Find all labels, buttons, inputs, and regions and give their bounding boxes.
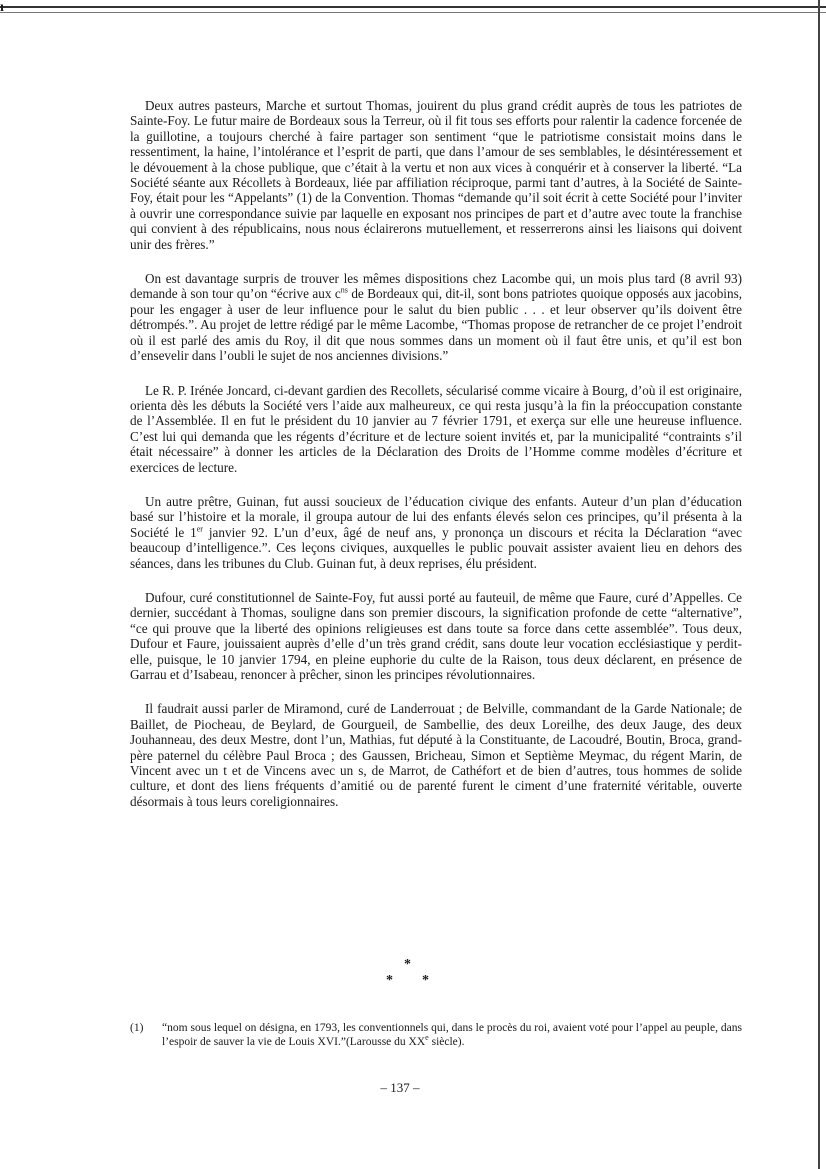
asterism bbox=[380, 957, 440, 991]
footnote-superscript: e bbox=[425, 1032, 429, 1042]
superscript-er: er bbox=[196, 524, 203, 534]
paragraph-lacombe bbox=[130, 271, 742, 363]
paragraph-lacombe-start: On est davantage surpris de trouver les mêmes dispositions chez Lacombe qui, un mois plus tard (8 avril 93) demande à son tour qu’on “écrive aux c bbox=[130, 271, 742, 302]
footnote bbox=[130, 1022, 742, 1049]
paragraph-thomas: Deux autres pasteurs, Marche et surtout Thomas, jouirent du plus grand crédit auprès de tous les patriotes de Sainte-Foy. Le futur maire de Bordeaux sous la Terreur, où il fit tous ses efforts pour ralentir la cadence forcenée de la guillotine, a toujours cherché à faire partager son sentiment “que le patriotisme consistait moins dans le ressentiment, la haine, l’intolérance et l’esprit de parti, que dans l’amour de ses semblables, le désintéressement et le dévouement à la chose publique, que c’était à la vertu et non aux vices à conquérir et à conserver la liberté. “La Société séante aux Récollets à Bordeaux, liée par affiliation réciproque, parmi tant d’autres, à la Société de Sainte-Foy, était pour les “Appelants” (1) de la Convention. Thomas “demande qu’il soit écrit à cette Société pour l’inviter à ouvrir une correspondance suivie par laquelle en exposant nos principes de part et d’autre avec toute la franchise qui convient à des républicains, nous nous éclairerons mutuellement, et resserrerons ainsi les liaisons qui doivent unir des frères.” bbox=[130, 98, 742, 252]
body-text bbox=[130, 98, 742, 828]
paragraph-joncard: Le R. P. Irénée Joncard, ci-devant gardien des Recollets, sécularisé comme vicaire à Bourg, d’où il est originaire, orienta dès les débuts la Société vers l’aide aux malheureux, ce qui resta jusqu’à la fin la préoccupation constante de l’Assemblée. Il en fut le président du 10 janvier au 7 février 1791, et exerça sur elle une heureuse influence. C’est lui qui demanda que les régents d’écriture et de lecture soient invités et, par la municipalité “contraints s’il était nécessaire” à donner les articles de la Déclaration des Droits de l’Homme comme modèles d’écriture et exercices de lecture. bbox=[130, 382, 742, 475]
superscript-ns: ns bbox=[340, 286, 348, 296]
paragraph-miramond: Il faudrait aussi parler de Miramond, curé de Landerrouat ; de Belville, commandant de la Garde Nationale; de Baillet, de Piocheau, de Beylard, de Gourgueil, de Sambellie, des deux Loreilhe, des deux Jauge, des deux Jouhanneau, des deux Mestre, dont l’un, Mathias, fut député à la Constituante, de Lacoudré, Boutin, Broca, grand-père paternel du célèbre Paul Broca ; des Gaussen, Bricheau, Simon et Septième Meymac, du régent Marin, de Vincent avec un t et de Vincens avec un s, de Marrot, de Cathéfort et de bien d’autres, tous hommes de solide culture, et dont des liens fréquents d’amitié ou de parenté furent le ciment d’une fraternité véritable, ouverte désormais à tous leurs coreligionnaires. bbox=[130, 701, 742, 809]
asterism-star-right: * bbox=[422, 973, 429, 988]
footnote-mark: (1) bbox=[130, 1022, 144, 1034]
top-border-rule-secondary bbox=[0, 12, 826, 13]
page-number: – 137 – bbox=[380, 1080, 420, 1095]
footnote-text-end: siècle). bbox=[428, 1035, 465, 1048]
footnote-text bbox=[162, 1022, 742, 1049]
top-border-rule bbox=[0, 6, 826, 8]
paragraph-guinan bbox=[130, 494, 742, 571]
right-border-rule bbox=[818, 0, 820, 1169]
paragraph-dufour: Dufour, curé constitutionnel de Sainte-Foy, fut aussi porté au fauteuil, de même que Faure, curé d’Appelles. Ce dernier, succédant à Thomas, souligne dans son premier discours, la signification profonde de cette “alternative”, “ce qui prouve que la liberté des opinions religieuses est dans toute sa force dans cette assemblée”. Tous deux, Dufour et Faure, jouissaient auprès d’elle d’un très grand crédit, sans doute leur vocation ecclésiastique y perdit-elle, puisque, le 10 janvier 1794, en pleine euphorie du culte de la Raison, tous deux déclarent, en présence de Garrau et d’Isabeau, renoncer à prêcher, sinon les principes révolutionnaires. bbox=[130, 589, 742, 682]
paragraph-guinan-rest: janvier 92. L’un d’eux, âgé de neuf ans, y prononça un discours et récita la Déclaration “avec beaucoup d’intelligence.”. Ces leçons civiques, auxquelles le public pouvait assister avaient lieu en dehors des séances, dans les tribunes du Club. Guinan fut, à deux reprises, élu président. bbox=[130, 524, 742, 571]
asterism-star-left: * bbox=[386, 973, 393, 988]
footnote-text-main: “nom sous lequel on désigna, en 1793, les conventionnels qui, dans le procès du roi, avaient voté pour l’appel au peuple, dans l’espoir de sauver la vie de Louis XVI.”(Larousse du XX bbox=[162, 1022, 742, 1048]
paragraph-guinan-start: Un autre prêtre, Guinan, fut aussi soucieux de l’éducation civique des enfants. Auteur d’un plan d’éducation basé sur l’histoire et la morale, il groupa autour de lui des enfants élevés selon ces principes, qu’il présenta à la Société le 1 bbox=[130, 493, 742, 540]
paragraph-lacombe-rest: de Bordeaux qui, dit-il, sont bons patriotes quoique opposés aux jacobins, pour les engager à user de leur influence pour le salut du bien public . . . et leur observer qu’ils doivent être détrompés.”. Au projet de lettre rédigé par le même Lacombe, “Thomas propose de retrancher de ce projet l’endroit où il est parlé des amis du Roy, il dit que nous sommes dans un moment où il faut être unis, et qu’il est bon d’ensevelir dans l’oubli le sujet de nos anciennes divisions.” bbox=[130, 286, 742, 364]
asterism-star-top: * bbox=[404, 957, 411, 972]
corner-mark: ı bbox=[0, 0, 4, 15]
